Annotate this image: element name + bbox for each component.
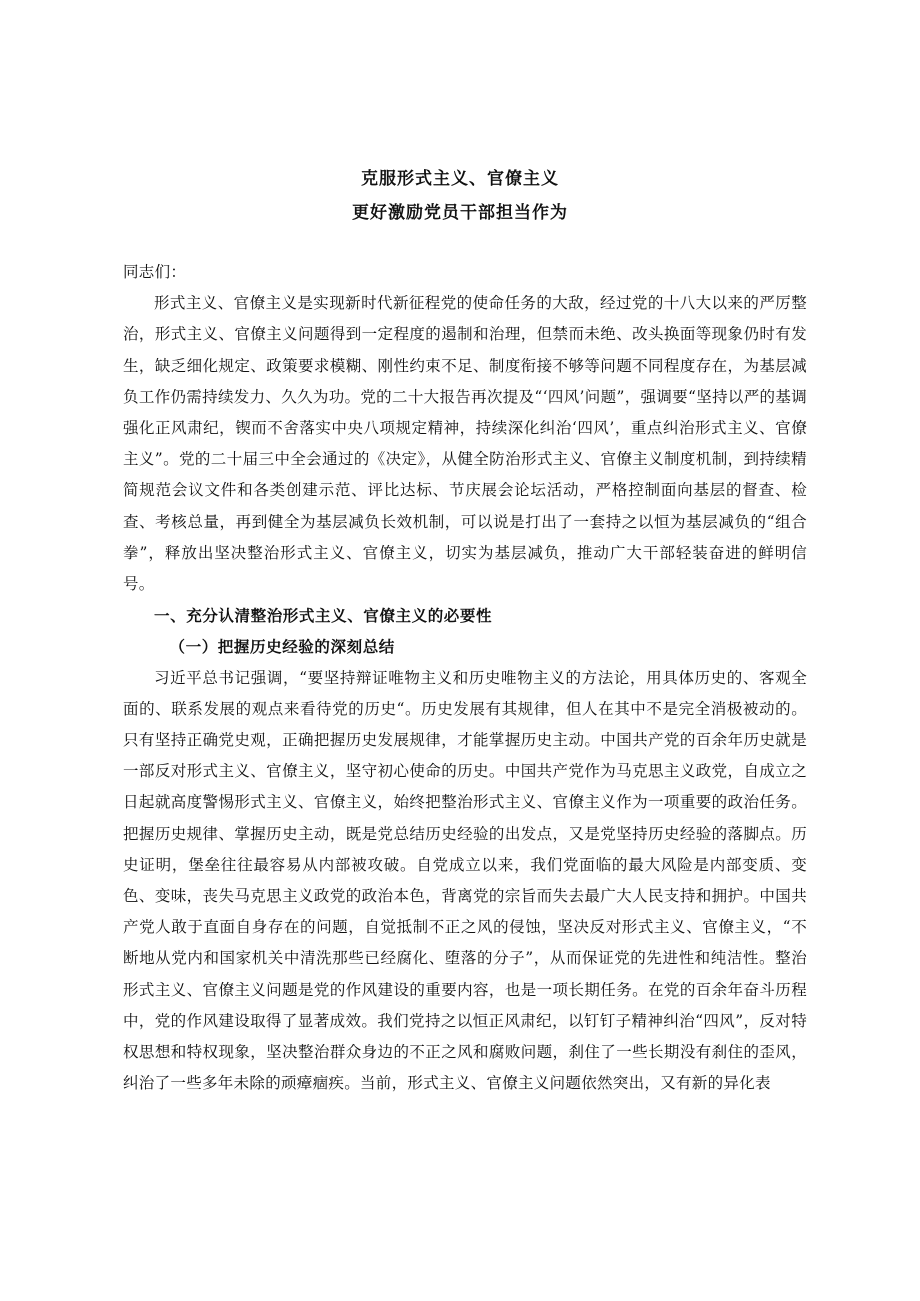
document-subtitle: 更好激励党员干部担当作为 — [352, 203, 568, 223]
section-heading-1: 一、充分认清整治形式主义、官僚主义的必要性 — [154, 606, 493, 626]
body-paragraph-1: 形式主义、官僚主义是实现新时代新征程党的使命任务的大敌，经过党的十八大以来的严厉整治，形式主义、官僚主义问题得到一定程度的遏制和治理，但禁而未绝、改头换面等现象仍时有发生，缺乏细化规定、政策要求模糊、刚性约束不足、制度衔接不够等问题不同程度存在，为基层减负工作仍需持续发力、久久为功。党的二十大报告再次提及“‘四风’问题”，强调要“坚持以严的基调强化正风肃纪，锲而不舍落实中央八项规定精神，持续深化纠治‘四风’，重点纠治形式主义、官僚主义”。党的二十届三中全会通过的《决定》，从健全防治形式主义、官僚主义制度机制，到持续精简规范会议文件和各类创建示范、评比达标、节庆展会论坛活动，严格控制面向基层的督查、检查、考核总量，再到健全为基层减负长效机制，可以说是打出了一套持之以恒为基层减负的“组合拳”，释放出坚决整治形式主义、官僚主义，切实为基层减负，推动广大干部轻装奋进的鲜明信号。 — [123, 294, 807, 594]
document-title: 克服形式主义、官僚主义 — [361, 169, 559, 189]
body-paragraph-2: 习近平总书记强调，“要坚持辩证唯物主义和历史唯物主义的方法论，用具体历史的、客观全面的、联系发展的观点来看待党的历史“。历史发展有其规律，但人在其中不是完全消极被动的。只有坚持正确党史观，正确把握历史发展规律，才能掌握历史主动。中国共产党的百余年历史就是一部反对形式主义、官僚主义，坚守初心使命的历史。中国共产党作为马克思主义政党，自成立之日起就高度警惕形式主义、官僚主义，始终把整治形式主义、官僚主义作为一项重要的政治任务。把握历史规律、掌握历史主动，既是党总结历史经验的出发点，又是党坚持历史经验的落脚点。历史证明，堡垒往往最容易从内部被攻破。自党成立以来，我们党面临的最大风险是内部变质、变色、变味，丧失马克思主义政党的政治本色，背离党的宗旨而失去最广大人民支持和拥护。中国共产党人敢于直面自身存在的问题，自觉抵制不正之风的侵蚀，坚决反对形式主义、官僚主义，“不断地从党内和国家机关中清洗那些已经腐化、堕落的分子”，从而保证党的先进性和纯洁性。整治形式主义、官僚主义问题是党的作风建设的重要内容，也是一项长期任务。在党的百余年奋斗历程中，党的作风建设取得了显著成效。我们党持之以恒正风肃纪，以钉钉子精神纠治“四风”，反对特权思想和特权现象，坚决整治群众身边的不正之风和腐败问题，刹住了一些长期没有刹住的歪风，纠治了一些多年未除的顽瘴痼疾。当前，形式主义、官僚主义问题依然突出，又有新的异化表 — [123, 668, 807, 1093]
document-body — [123, 257, 807, 1099]
subsection-heading-1: （一）把握历史经验的深刻总结 — [169, 637, 395, 657]
salutation: 同志们： — [123, 263, 187, 281]
